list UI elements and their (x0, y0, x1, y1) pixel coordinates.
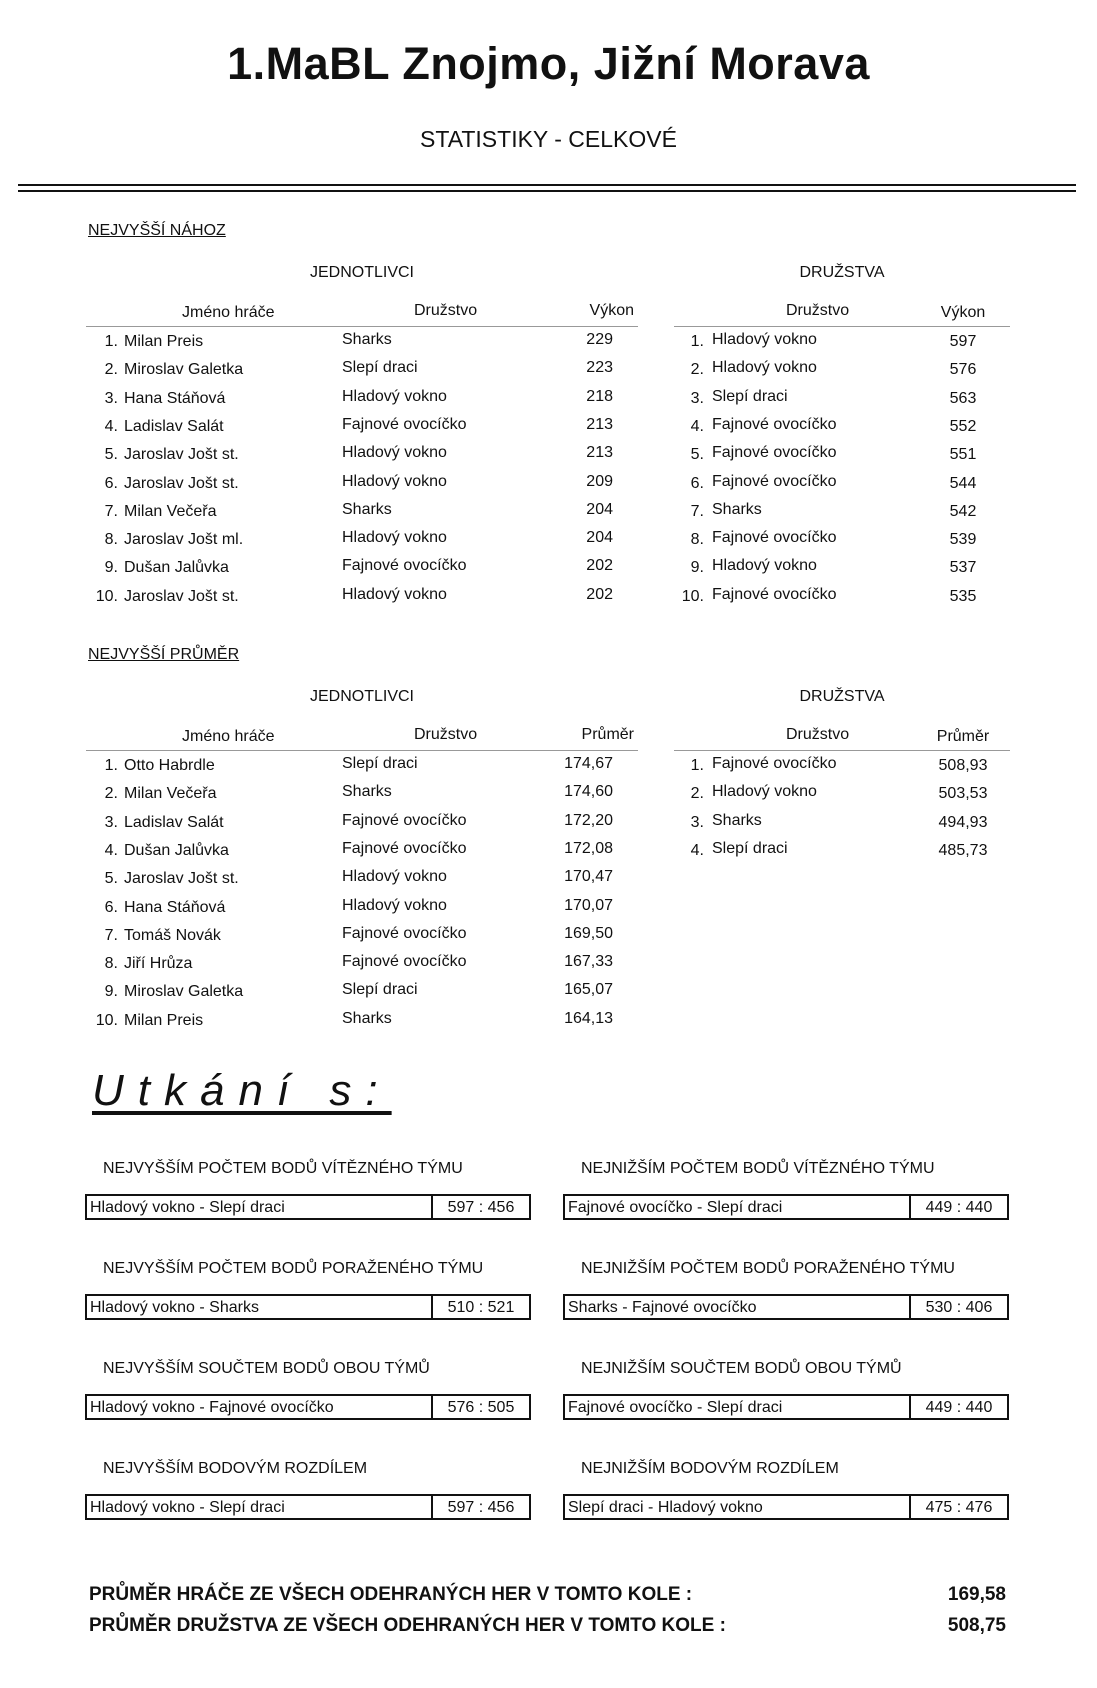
team-name: Hladový vokno (712, 783, 817, 801)
rank: 7. (104, 502, 118, 520)
team-name: Hladový vokno (342, 472, 447, 490)
section-heading: NEJVYŠŠÍ PRŮMĚR (88, 646, 240, 663)
match-score: 475 : 476 (925, 1499, 993, 1516)
rank: 1. (690, 757, 704, 774)
player-name: Milan Večeřa (124, 785, 217, 803)
column-header: Jméno hráče (182, 728, 275, 745)
match-teams: Hladový vokno - Slepí draci (87, 1496, 433, 1518)
value: 542 (949, 502, 977, 520)
rank: 8. (104, 531, 118, 549)
value: 551 (949, 446, 977, 464)
player-name: Tomáš Novák (124, 926, 221, 944)
group-title: JEDNOTLIVCI (309, 688, 414, 705)
rank: 7. (690, 502, 704, 520)
rank: 2. (104, 785, 118, 803)
team-name: Hladový vokno (342, 868, 447, 886)
player-name: Jaroslav Jošt st. (124, 474, 239, 492)
team-name: Slepí draci (342, 755, 418, 772)
column-header: Družstvo (786, 726, 850, 743)
rank: 1. (104, 333, 118, 350)
value: 552 (949, 417, 977, 435)
value: 172,08 (564, 839, 613, 857)
value: 172,20 (564, 811, 613, 829)
player-name: Jiří Hrůza (124, 955, 193, 973)
team-name: Sharks (342, 331, 392, 348)
summary-value: 508,75 (947, 1615, 1006, 1636)
column-header: Výkon (589, 302, 634, 319)
value: 494,93 (938, 813, 988, 831)
team-name: Fajnové ovocíčko (712, 472, 837, 490)
value: 597 (949, 333, 977, 350)
value: 167,33 (564, 953, 613, 971)
value: 169,50 (564, 924, 613, 942)
match-label: NEJVYŠŠÍM POČTEM BODŮ PORAŽENÉHO TÝMU (103, 1260, 484, 1277)
match-label: NEJNIŽŠÍM BODOVÝM ROZDÍLEM (581, 1460, 839, 1477)
divider (18, 190, 1076, 192)
team-name: Hladový vokno (342, 585, 447, 603)
rank: 9. (104, 559, 118, 577)
match-score: 510 : 521 (447, 1299, 515, 1316)
team-name: Slepí draci (342, 981, 418, 999)
column-header: Průměr (581, 726, 634, 743)
rank: 3. (690, 813, 704, 831)
rank: 4. (104, 841, 118, 859)
value: 537 (949, 559, 977, 577)
value: 508,93 (938, 757, 988, 774)
value: 563 (949, 389, 977, 407)
value: 539 (949, 531, 977, 549)
rank: 6. (690, 474, 704, 492)
match-box (563, 1394, 1009, 1420)
column-header: Družstvo (414, 726, 478, 743)
rank: 5. (690, 446, 704, 464)
team-name: Fajnové ovocíčko (712, 585, 837, 603)
rank: 1. (690, 333, 704, 350)
team-name: Hladový vokno (342, 444, 447, 462)
player-name: Milan Preis (124, 1011, 204, 1029)
value: 174,67 (564, 755, 613, 772)
match-teams: Hladový vokno - Sharks (87, 1296, 433, 1318)
player-name: Milan Preis (124, 333, 204, 350)
rank: 4. (104, 417, 118, 435)
match-box (85, 1394, 531, 1420)
rank: 3. (104, 813, 118, 831)
value: 576 (949, 361, 977, 379)
player-name: Hana Stáňová (124, 898, 226, 916)
player-name: Miroslav Galetka (124, 361, 244, 379)
value: 170,07 (564, 896, 613, 914)
rank: 9. (690, 559, 704, 577)
column-header: Družstvo (786, 302, 850, 319)
divider (18, 184, 1076, 186)
page-subtitle: STATISTIKY - CELKOVÉ (420, 126, 677, 152)
header-rule (674, 326, 1010, 327)
match-label: NEJVYŠŠÍM SOUČTEM BODŮ OBOU TÝMŮ (103, 1360, 430, 1377)
team-name: Slepí draci (712, 387, 788, 405)
rank: 2. (690, 361, 704, 379)
player-name: Ladislav Salát (124, 813, 224, 831)
rank: 1. (104, 757, 118, 774)
page-title: 1.MaBL Znojmo, Jižní Morava (227, 38, 870, 89)
team-name: Fajnové ovocíčko (342, 811, 467, 829)
value: 174,60 (564, 783, 613, 801)
summary-label: PRŮMĚR DRUŽSTVA ZE VŠECH ODEHRANÝCH HER V TOMTO KOLE : (89, 1615, 726, 1636)
player-name: Jaroslav Jošt st. (124, 587, 239, 605)
rank: 2. (690, 785, 704, 803)
rank: 10. (681, 587, 704, 605)
match-teams: Hladový vokno - Slepí draci (87, 1196, 433, 1218)
team-name: Fajnové ovocíčko (342, 415, 467, 433)
match-score: 597 : 456 (447, 1199, 515, 1216)
group-title: DRUŽSTVA (799, 264, 885, 281)
match-score: 576 : 505 (447, 1399, 515, 1416)
value: 209 (586, 472, 613, 490)
column-header: Průměr (936, 728, 990, 745)
team-name: Hladový vokno (342, 387, 447, 405)
match-label: NEJNIŽŠÍM POČTEM BODŮ PORAŽENÉHO TÝMU (581, 1260, 955, 1277)
match-score: 597 : 456 (447, 1499, 515, 1516)
value: 213 (586, 444, 613, 462)
value: 204 (586, 529, 613, 547)
match-box (563, 1194, 1009, 1220)
team-name: Fajnové ovocíčko (712, 444, 837, 462)
team-name: Slepí draci (712, 839, 788, 857)
rank: 2. (104, 361, 118, 379)
rank: 5. (104, 446, 118, 464)
rank: 7. (104, 926, 118, 944)
team-name: Fajnové ovocíčko (342, 924, 467, 942)
section-heading: NEJVYŠŠÍ NÁHOZ (88, 222, 226, 239)
header-rule (86, 326, 638, 327)
rank: 4. (690, 417, 704, 435)
match-score: 449 : 440 (925, 1399, 993, 1416)
team-name: Fajnové ovocíčko (342, 557, 467, 575)
rank: 5. (104, 870, 118, 888)
team-name: Sharks (342, 500, 392, 518)
player-name: Milan Večeřa (124, 502, 217, 520)
match-teams: Slepí draci - Hladový vokno (565, 1496, 911, 1518)
rank: 3. (690, 389, 704, 407)
column-header: Družstvo (414, 302, 478, 319)
header-rule (86, 750, 638, 751)
team-name: Sharks (712, 811, 762, 829)
match-box (563, 1494, 1009, 1520)
player-name: Otto Habrdle (124, 757, 215, 774)
column-header: Výkon (940, 304, 986, 321)
player-name: Dušan Jalůvka (124, 841, 229, 859)
player-name: Jaroslav Jošt st. (124, 446, 239, 464)
value: 223 (586, 359, 613, 377)
match-teams: Fajnové ovocíčko - Slepí draci (565, 1396, 911, 1418)
player-name: Hana Stáňová (124, 389, 226, 407)
team-name: Sharks (342, 783, 392, 801)
value: 202 (586, 557, 613, 575)
value: 204 (586, 500, 613, 518)
match-label: NEJNIŽŠÍM SOUČTEM BODŮ OBOU TÝMŮ (581, 1360, 902, 1377)
rank: 6. (104, 474, 118, 492)
match-box (85, 1494, 531, 1520)
player-name: Miroslav Galetka (124, 983, 244, 1001)
rank: 8. (104, 955, 118, 973)
team-name: Hladový vokno (712, 359, 817, 377)
match-teams: Hladový vokno - Fajnové ovocíčko (87, 1396, 433, 1418)
column-header: Jméno hráče (182, 304, 275, 321)
match-teams: Fajnové ovocíčko - Slepí draci (565, 1196, 911, 1218)
team-name: Fajnové ovocíčko (342, 839, 467, 857)
rank: 4. (690, 841, 704, 859)
value: 170,47 (564, 868, 613, 886)
team-name: Sharks (712, 500, 762, 518)
group-title: JEDNOTLIVCI (309, 264, 414, 281)
match-box (563, 1294, 1009, 1320)
value: 164,13 (564, 1009, 613, 1027)
team-name: Hladový vokno (712, 557, 817, 575)
team-name: Hladový vokno (342, 896, 447, 914)
rank: 10. (95, 587, 118, 605)
team-name: Fajnové ovocíčko (712, 755, 837, 772)
header-rule (674, 750, 1010, 751)
group-title: DRUŽSTVA (799, 688, 885, 705)
team-name: Fajnové ovocíčko (342, 953, 467, 971)
team-name: Fajnové ovocíčko (712, 415, 837, 433)
match-box (85, 1294, 531, 1320)
rank: 8. (690, 531, 704, 549)
summary-value: 169,58 (947, 1584, 1006, 1605)
rank: 9. (104, 983, 118, 1001)
match-teams: Sharks - Fajnové ovocíčko (565, 1296, 911, 1318)
team-name: Fajnové ovocíčko (712, 529, 837, 547)
value: 503,53 (938, 785, 988, 803)
match-label: NEJVYŠŠÍM BODOVÝM ROZDÍLEM (103, 1460, 368, 1477)
team-name: Hladový vokno (342, 529, 447, 547)
player-name: Jaroslav Jošt st. (124, 870, 239, 888)
player-name: Dušan Jalůvka (124, 559, 229, 577)
value: 202 (586, 585, 613, 603)
team-name: Slepí draci (342, 359, 418, 377)
value: 218 (586, 387, 613, 405)
value: 229 (586, 331, 613, 348)
match-score: 449 : 440 (925, 1199, 993, 1216)
team-name: Hladový vokno (712, 331, 817, 348)
match-label: NEJNIŽŠÍM POČTEM BODŮ VÍTĚZNÉHO TÝMU (581, 1160, 935, 1177)
match-box (85, 1194, 531, 1220)
matches-heading: Utkání s: (92, 1066, 392, 1115)
summary-label: PRŮMĚR HRÁČE ZE VŠECH ODEHRANÝCH HER V TOMTO KOLE : (89, 1584, 693, 1605)
team-name: Sharks (342, 1009, 392, 1027)
value: 544 (949, 474, 977, 492)
match-label: NEJVYŠŠÍM POČTEM BODŮ VÍTĚZNÉHO TÝMU (103, 1160, 463, 1177)
player-name: Jaroslav Jošt ml. (124, 531, 244, 549)
rank: 3. (104, 389, 118, 407)
value: 213 (586, 415, 613, 433)
value: 165,07 (564, 981, 613, 999)
rank: 10. (95, 1011, 118, 1029)
match-score: 530 : 406 (925, 1299, 993, 1316)
rank: 6. (104, 898, 118, 916)
value: 535 (949, 587, 977, 605)
value: 485,73 (938, 841, 988, 859)
player-name: Ladislav Salát (124, 417, 224, 435)
